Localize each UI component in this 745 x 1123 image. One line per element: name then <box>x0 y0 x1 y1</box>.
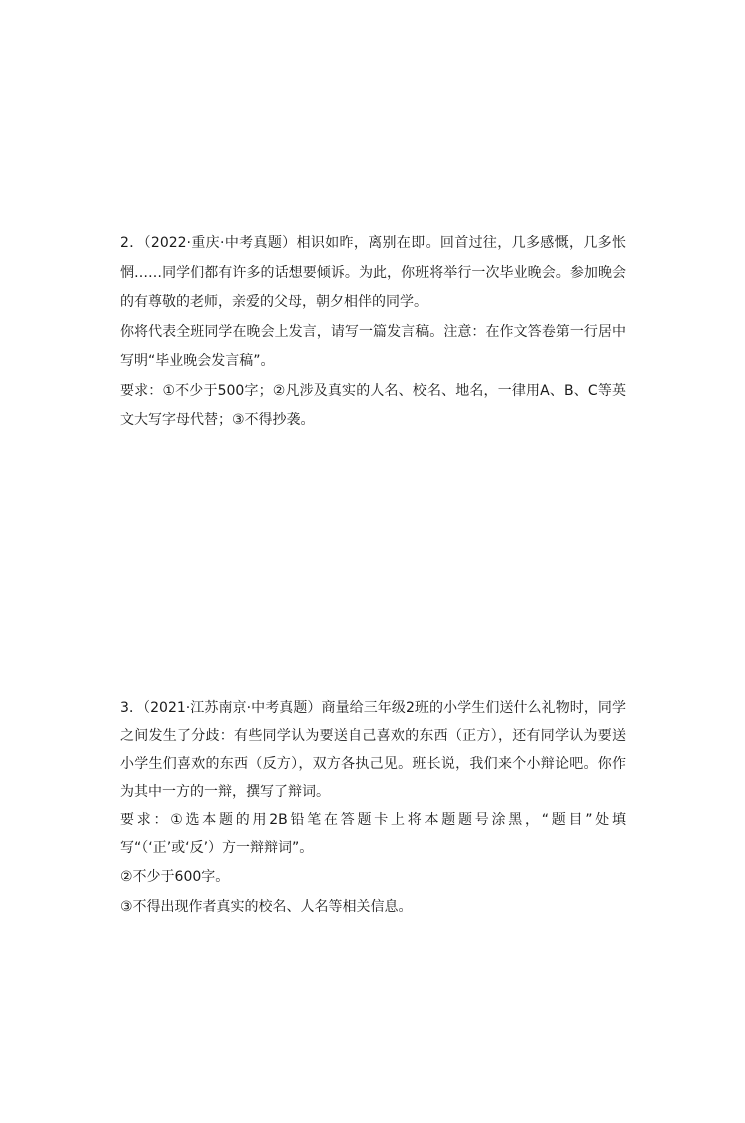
question-3-requirement-1: 要求：①选本题的用2B铅笔在答题卡上将本题题号涂黑，“题目”处填写“（‘正’或‘反’）方一辩辩词”。 <box>120 812 626 856</box>
question-2-task: 你将代表全班同学在晚会上发言，请写一篇发言稿。注意：在作文答卷第一行居中写明“毕业晚会发言稿”。 <box>120 323 626 369</box>
question-3-requirement-2: ②不少于600字。 <box>120 869 230 885</box>
question-2-requirements: 要求：①不少于500字；②凡涉及真实的人名、校名、地名，一律用A、B、C等英文大写字母代替；③不得抄袭。 <box>120 382 626 428</box>
question-3-prompt: 3．（2021·江苏南京·中考真题）商量给三年级2班的小学生们送什么礼物时，同学之间发生了分歧：有些同学认为要送自己喜欢的东西（正方），还有同学认为要送小学生们喜欢的东西（反方），双方各执己见。班长说，我们来个小辩论吧。你作为其中一方的一辩，撰写了辩词。 <box>120 700 626 800</box>
question-3 <box>120 694 626 922</box>
question-2-prompt: 2．（2022·重庆·中考真题）相识如昨，离别在即。回首过往，几多感慨，几多怅惘……同学们都有许多的话想要倾诉。为此，你班将举行一次毕业晚会。参加晚会的有尊敬的老师，亲爱的父母，朝夕相伴的同学。 <box>120 235 626 310</box>
question-3-requirement-3: ③不得出现作者真实的校名、人名等相关信息。 <box>120 899 413 915</box>
question-2 <box>120 229 626 436</box>
